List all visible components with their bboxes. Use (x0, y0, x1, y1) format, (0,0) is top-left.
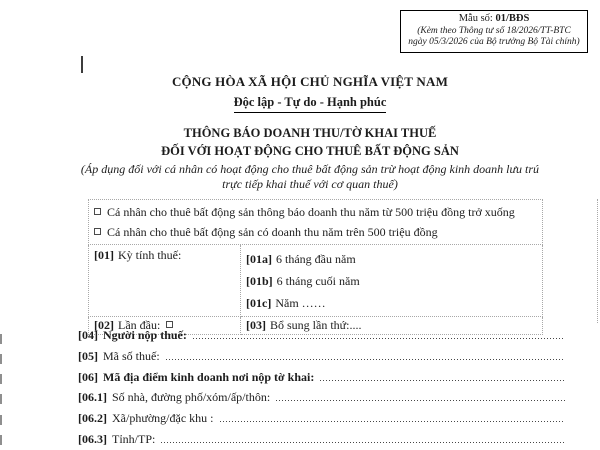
national-header-country: CỘNG HÒA XÃ HỘI CHỦ NGHĨA VIỆT NAM (171, 74, 449, 89)
tax-period-option-1[interactable] (246, 248, 538, 270)
field-row-04 (78, 328, 565, 349)
adjacent-page-left-artifact (0, 415, 2, 425)
field-06-1-tag: [06.1] (78, 390, 107, 405)
field-row-06-3 (78, 432, 565, 450)
tax-period-option-3-label: Năm …… (275, 296, 326, 310)
tax-period-label-cell (89, 245, 241, 317)
text-caret (81, 56, 83, 73)
tax-period-option-1-label: 6 tháng đầu năm (276, 252, 356, 266)
field-06-label: Mã địa điểm kinh doanh nơi nộp tờ khai: (103, 369, 315, 384)
applicability-note-wrap (25, 162, 595, 193)
tax-period-row (89, 245, 543, 317)
supplement-tag: [03] (246, 318, 266, 332)
field-04-dotted-input-line[interactable] (193, 338, 565, 339)
tax-period-tag: [01] (94, 248, 114, 262)
taxpayer-type-option-2[interactable] (94, 222, 538, 242)
adjacent-page-left-artifact (0, 394, 2, 404)
form-number-line (403, 13, 585, 26)
adjacent-page-left-artifact (0, 334, 2, 344)
adjacent-page-left-artifact (0, 374, 2, 384)
field-06-dotted-input-line[interactable] (320, 380, 565, 381)
declaration-table (88, 199, 543, 335)
form-number-value: 01/BĐS (495, 13, 530, 24)
field-05-dotted-input-line[interactable] (166, 359, 565, 360)
field-05-label: Mã số thuế: (103, 348, 160, 363)
adjacent-page-left-artifact (0, 435, 2, 445)
supplement-label: Bổ sung lần thứ:.... (270, 318, 362, 332)
field-06-1-dotted-input-line[interactable] (276, 400, 565, 401)
national-header-motto-wrap (25, 93, 595, 113)
field-06-2-tag: [06.2] (78, 411, 107, 426)
tax-period-label: Kỳ tính thuế: (118, 248, 182, 262)
checkbox-icon[interactable] (94, 208, 101, 215)
form-number-label: Mẫu số: (458, 13, 493, 24)
field-row-06-2 (78, 411, 565, 432)
tax-period-option-2-tag: [01b] (246, 274, 273, 288)
first-time-label: Lần đầu: (118, 318, 161, 332)
adjacent-page-left-artifact (0, 354, 2, 364)
field-row-05 (78, 349, 565, 370)
form-number-box (400, 10, 588, 53)
tax-period-option-3[interactable] (246, 292, 538, 314)
field-06-3-label: Tỉnh/TP: (112, 431, 156, 446)
tax-period-option-2-label: 6 tháng cuối năm (276, 274, 360, 288)
tax-period-option-2[interactable] (246, 270, 538, 292)
field-row-06 (78, 370, 565, 391)
taxpayer-type-option-1-label: Cá nhân cho thuê bất động sản thông báo doanh thu năm từ 500 triệu đồng trở xuống (107, 205, 515, 219)
field-06-2-label: Xã/phường/đặc khu : (112, 411, 214, 426)
taxpayer-type-row (89, 200, 543, 245)
form-fields (78, 328, 565, 450)
tax-period-options-cell (241, 245, 543, 317)
attachment-note-line2: ngày 05/3/2026 của Bộ trưởng Bộ Tài chính) (408, 37, 580, 47)
checkbox-icon[interactable] (94, 228, 101, 235)
field-row-06-1 (78, 390, 565, 411)
applicability-note: (Áp dụng đối với cá nhân có hoạt động cho thuê bất động sản trừ hoạt động kinh doanh lưu trú trực tiếp khai thuế với cơ quan thuế) (80, 162, 540, 191)
adjacent-page-right-artifact (597, 199, 599, 323)
field-04-label: Người nộp thuế: (103, 328, 187, 342)
field-05-tag: [05] (78, 348, 98, 363)
field-06-3-tag: [06.3] (78, 431, 107, 446)
document-title-line1: THÔNG BÁO DOANH THU/TỜ KHAI THUẾ (183, 126, 437, 140)
field-06-2-dotted-input-line[interactable] (220, 421, 566, 422)
tax-period-option-1-tag: [01a] (246, 252, 272, 266)
taxpayer-type-option-2-label: Cá nhân cho thuê bất động sản có doanh thu năm trên 500 triệu đồng (107, 225, 438, 239)
document-title-line2: ĐỐI VỚI HOẠT ĐỘNG CHO THUÊ BẤT ĐỘNG SẢN (161, 144, 459, 158)
attachment-note-line1: (Kèm theo Thông tư số 18/2026/TT-BTC (417, 25, 571, 36)
tax-period-option-3-tag: [01c] (246, 296, 272, 310)
field-06-3-dotted-input-line[interactable] (161, 442, 565, 443)
taxpayer-type-option-1[interactable] (94, 202, 538, 222)
taxpayer-type-cell (89, 200, 543, 245)
national-header-motto: Độc lập - Tự do - Hạnh phúc (234, 95, 387, 113)
first-time-tag: [02] (94, 318, 114, 332)
first-time-checkbox-icon[interactable] (166, 321, 173, 328)
field-06-tag: [06] (78, 369, 98, 384)
field-06-1-label: Số nhà, đường phố/xóm/ấp/thôn: (112, 390, 271, 405)
field-04-tag: [04] (78, 328, 98, 342)
